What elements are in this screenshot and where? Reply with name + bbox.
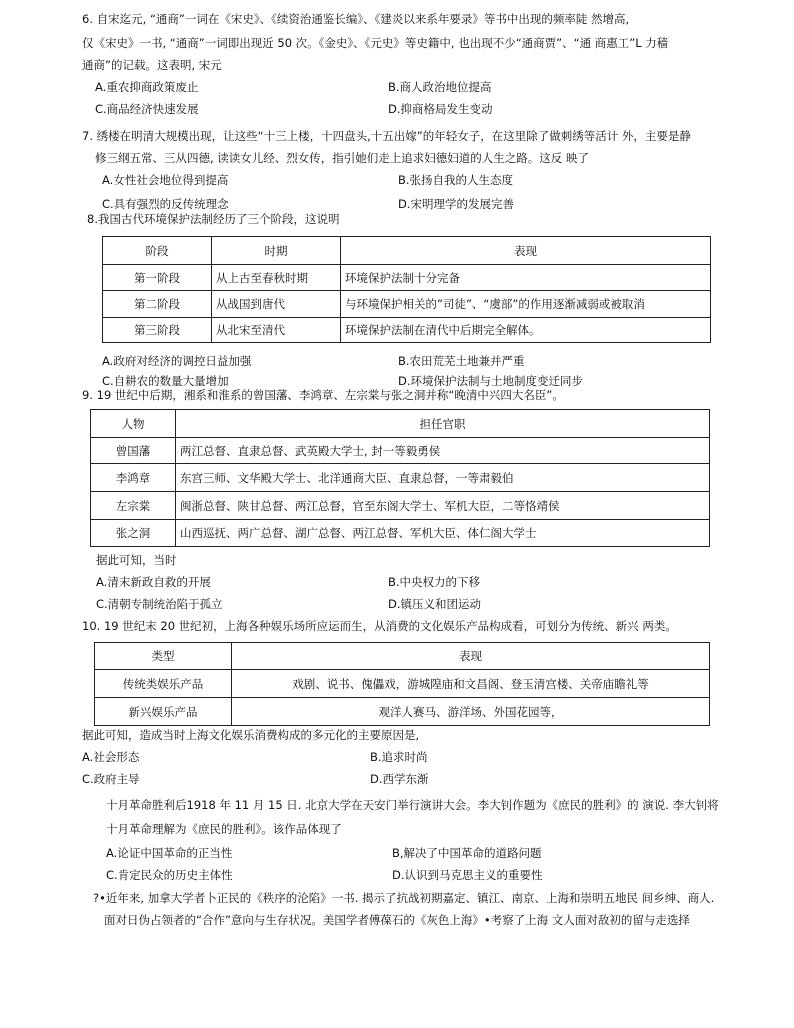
q9-option-a: A.清末新政自救的开展 [96, 575, 211, 589]
table-row [91, 464, 710, 492]
q9-option-d: D.镇压义和团运动 [388, 597, 482, 611]
q6-option-c: C.商品经济快速发展 [95, 102, 199, 116]
q10-cell: 戏剧、说书、傀儡戏，游城隍庙和文昌阁、登玉清宫楼、关帝庙瞻礼等 [232, 670, 710, 698]
q6-option-a: A.重农抑商政策废止 [95, 80, 199, 94]
q9-cell: 山西巡抚、两广总督、湖广总督、两江总督、军机大臣、体仁阁大学士 [176, 520, 710, 547]
q9-after: 据此可知，当时 [96, 553, 177, 567]
q9-cell: 张之洞 [91, 520, 176, 547]
q7-option-d: D.宋明理学的发展完善 [398, 197, 515, 211]
q8-header-stage: 阶段 [103, 237, 212, 265]
q10-header-manifestation: 表现 [232, 643, 710, 670]
q9-header-person: 人物 [91, 410, 176, 438]
q9-cell: 左宗棠 [91, 492, 176, 520]
q8-table [102, 236, 711, 343]
q8-cell: 从战国到唐代 [212, 291, 341, 318]
q8-cell: 第三阶段 [103, 318, 212, 343]
q8-option-a: A.政府对经济的调控日益加强 [102, 354, 252, 368]
q8-option-c: C.自耕农的数量大量增加 [102, 374, 229, 388]
q7-stem-line-1: 7. 绣楼在明清大规模出现，让这些“十三上楼，十四盘头,十五出嫁”的年轻女子，在这里除了做刺绣等活计 外，主要是静 [82, 129, 691, 143]
q8-cell: 环境保护法制在清代中后期完全解体。 [341, 318, 711, 343]
table-row [91, 492, 710, 520]
q10-option-a: A.社会形态 [82, 750, 140, 764]
table-row [95, 698, 710, 726]
q8-header-period: 时期 [212, 237, 341, 265]
q11-option-d: D.认识到马克思主义的重要性 [392, 868, 543, 882]
q8-cell: 环境保护法制十分完备 [341, 265, 711, 291]
q8-option-b: B.农田荒芜土地兼并严重 [398, 354, 525, 368]
q11-option-b: B,解决了中国革命的道路问题 [392, 846, 542, 860]
table-row [91, 520, 710, 547]
q11-stem-line-1: 十月革命胜利后1918 年 11 月 15 日. 北京大学在天安门举行演讲大会。李大钊作题为《庶民的胜利》的 演说. 李大钊将 [106, 798, 719, 812]
table-row [103, 318, 711, 343]
q9-table [90, 409, 710, 547]
q7-option-c: C.具有强烈的反传统理念 [102, 197, 229, 211]
q11-option-c: C.肯定民众的历史主体性 [106, 868, 233, 882]
q9-cell: 李鸿章 [91, 464, 176, 492]
q12-stem-line-2: 面对日伪占领者的“合作”意向与生存状况。美国学者傅葆石的《灰色上海》•考察了上海 文人面对敌初的留与走选择 [104, 913, 690, 927]
q8-cell: 第一阶段 [103, 265, 212, 291]
q9-header-offices: 担任官职 [176, 410, 710, 438]
q10-stem: 10. 19 世纪末 20 世纪初，上海各种娱乐场所应运而生，从消费的文化娱乐产品构成看，可划分为传统、新兴 两类。 [82, 619, 677, 633]
q10-header-type: 类型 [95, 643, 232, 670]
q6-stem-line-1: 6. 自宋迄元, “通商”一词在《宋史》、《续资治通鉴长编》、《建炎以来系年要录》等书中出现的频率陡 然增高, [82, 12, 630, 26]
q11-stem-line-2: 十月革命理解为《庶民的胜利》。该作品体现了 [106, 822, 342, 836]
q8-stem: 8.我国古代环境保护法制经历了三个阶段，这说明 [87, 212, 340, 226]
q7-option-a: A.女性社会地位得到提高 [102, 173, 229, 187]
q7-stem-line-2: 修三纲五常、三从四德, 读读女儿经、烈女传，指引她们走上追求妇德妇道的人生之路。这反 映了 [95, 151, 589, 165]
q9-cell: 闽浙总督、陕甘总督、两江总督，官至东阁大学士、军机大臣，二等恪靖侯 [176, 492, 710, 520]
q6-option-d: D.抑商格局发生变动 [388, 102, 493, 116]
q8-header-manifestation: 表现 [341, 237, 711, 265]
q10-option-c: C.政府主导 [82, 772, 140, 786]
q8-option-d: D.环境保护法制与土地制度变迁同步 [398, 374, 584, 388]
table-row [103, 291, 711, 318]
q8-cell: 与环境保护相关的”司徒”、“虞部”的作用逐渐减弱或被取消 [341, 291, 711, 318]
q8-cell: 从上古至春秋时期 [212, 265, 341, 291]
q9-option-c: C.清朝专制统治陷于孤立 [96, 597, 223, 611]
q10-cell: 新兴娱乐产品 [95, 698, 232, 726]
q10-option-b: B.追求时尚 [370, 750, 428, 764]
q6-option-b: B.商人政治地位提高 [388, 80, 492, 94]
q9-cell: 曾国藩 [91, 438, 176, 464]
q10-option-d: D.西学东渐 [370, 772, 429, 786]
q10-after: 据此可知，造成当时上海文化娱乐消费构成的多元化的主要原因是, [82, 728, 420, 742]
q9-stem: 9. 19 世纪中后期，湘系和淮系的曾国藩、李鸿章、左宗棠与张之洞并称“晚清中兴四大名臣”。 [82, 388, 564, 402]
q9-option-b: B.中央权力的下移 [388, 575, 481, 589]
q12-stem-line-1: ?•近年来, 加拿大学者卜正民的《秩序的沦陷》一书. 揭示了抗战初期嘉定、镇江、南京、上海和崇明五地民 间乡绅、商人. [93, 891, 715, 905]
q9-cell: 两江总督、直隶总督、武英殿大学士, 封一等毅勇侯 [176, 438, 710, 464]
q10-table [94, 642, 710, 726]
table-row [103, 265, 711, 291]
table-row [91, 438, 710, 464]
table-row [95, 670, 710, 698]
q6-stem-line-3: 通商”的记载。这表明, 宋元 [82, 58, 222, 72]
q8-cell: 从北宋至清代 [212, 318, 341, 343]
q9-cell: 东宫三师、文华殿大学士、北洋通商大臣、直隶总督，一等肃毅伯 [176, 464, 710, 492]
q7-option-b: B.张扬自我的人生态度 [398, 173, 514, 187]
q10-cell: 传统类娱乐产品 [95, 670, 232, 698]
q11-option-a: A.论证中国革命的正当性 [106, 846, 233, 860]
q8-cell: 第二阶段 [103, 291, 212, 318]
q10-cell: 观洋人赛马、游洋场、外国花园等， [232, 698, 710, 726]
q6-stem-line-2: 仅《宋史》一书, “通商”一词即出现近 50 次。《金史》、《元史》等史籍中, 也出现不少“通商贾”、“通 商惠工”L 力穑 [82, 36, 669, 50]
